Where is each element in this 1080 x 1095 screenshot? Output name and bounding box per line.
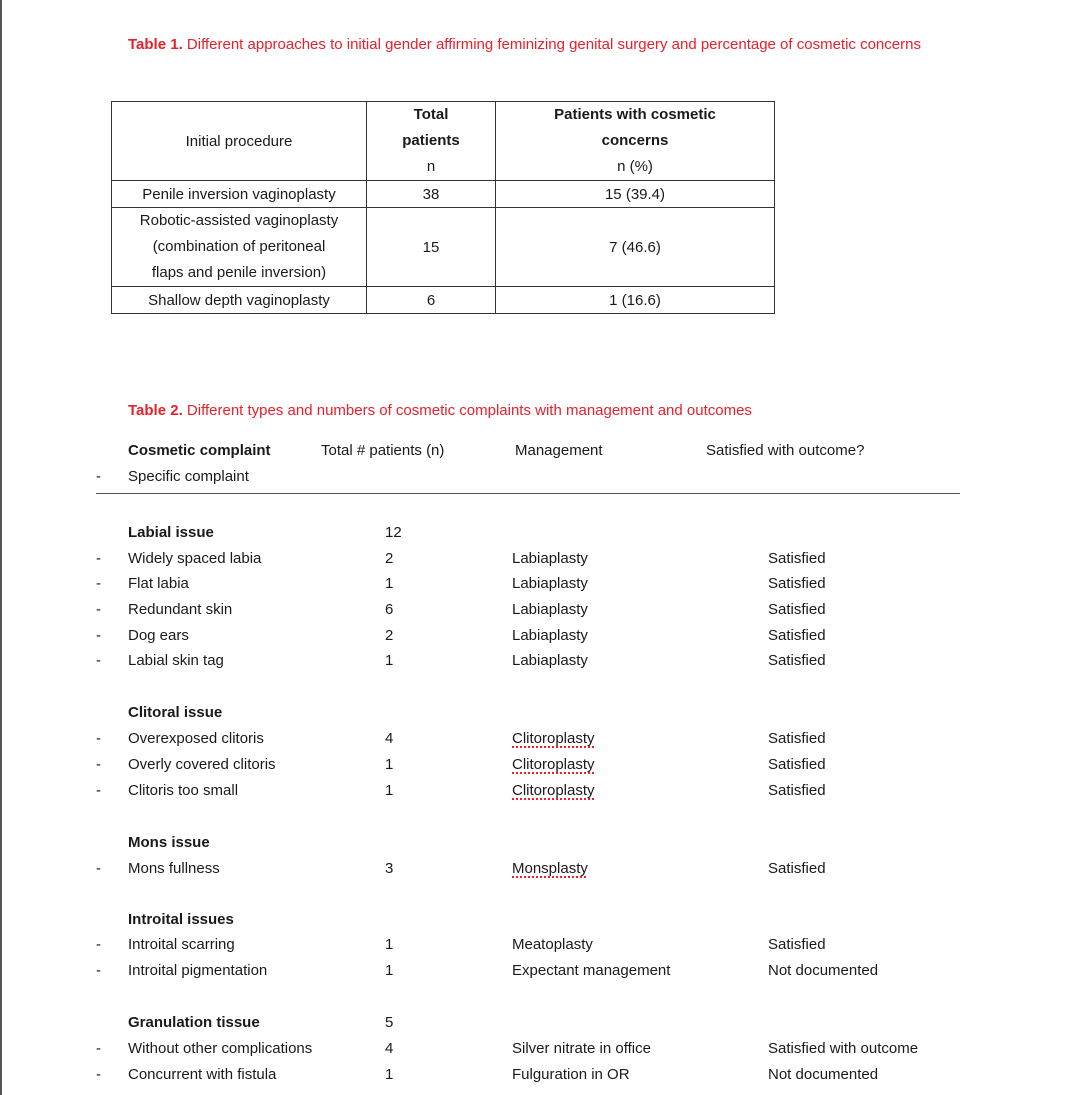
table-row [0,546,1080,572]
group-title-row [0,700,1080,726]
table-row [0,597,1080,623]
table-row [0,1062,1080,1088]
table-row [0,958,1080,984]
patient-count: 4 [385,730,394,747]
patient-count: 1 [385,575,394,592]
management: Silver nitrate in office [512,1040,651,1057]
table1 [111,101,775,314]
management: Clitoroplasty [512,782,595,799]
group-title: Granulation tissue [128,1014,260,1031]
table-row [0,623,1080,649]
outcome: Satisfied [768,601,826,618]
group-count: 12 [385,524,402,541]
complaint: Overexposed clitoris [128,730,264,747]
header-total-line2: patients [402,132,460,149]
table2-header-specific: Specific complaint [128,468,249,485]
dash: - [96,575,101,592]
table1-cell-procedure [112,208,367,287]
complaint: Concurrent with fistula [128,1066,277,1083]
table-row [0,648,1080,674]
group-title: Introital issues [128,911,234,928]
management: Clitoroplasty [512,730,595,747]
outcome: Satisfied [768,627,826,644]
patient-count: 3 [385,860,394,877]
patient-count: 1 [385,962,394,979]
dash: - [96,962,101,979]
patient-count: 2 [385,550,394,567]
procedure-line1: Robotic-assisted vaginoplasty [139,212,339,229]
patient-count: 1 [385,756,394,773]
table1-caption-text: Different approaches to initial gender affirming feminizing genital surgery and percentage of cosmetic concerns [186,36,921,53]
dash: - [96,550,101,567]
group-title: Clitoral issue [128,704,223,721]
table-row [0,571,1080,597]
group-title: Mons issue [128,834,210,851]
patient-count: 1 [385,1066,394,1083]
management: Labiaplasty [512,575,588,592]
header-total-line3: n [426,158,436,175]
table2-header-management: Management [515,442,603,459]
dash: - [96,1040,101,1057]
table1-header-total [367,102,496,181]
complaint: Introital pigmentation [128,962,268,979]
management: Labiaplasty [512,601,588,618]
outcome: Not documented [768,1066,879,1083]
header-total-line1: Total [413,106,449,123]
table1-header-procedure: Initial procedure [112,102,367,181]
table2-header-complaint: Cosmetic complaint [128,442,271,459]
management: Monsplasty [512,860,588,877]
patient-count: 1 [385,782,394,799]
management: Fulguration in OR [512,1066,630,1083]
patient-count: 1 [385,936,394,953]
procedure-line3: flaps and penile inversion) [151,264,327,281]
table1-row [112,208,775,287]
complaint: Labial skin tag [128,652,224,669]
complaint: Widely spaced labia [128,550,262,567]
outcome: Satisfied [768,550,826,567]
outcome: Satisfied [768,860,826,877]
outcome: Satisfied [768,936,826,953]
procedure-line2: (combination of peritoneal [152,238,326,255]
patient-count: 1 [385,652,394,669]
dash: - [96,652,101,669]
patient-count: 2 [385,627,394,644]
table1-cell-concerns: 15 (39.4) [496,181,775,208]
dash: - [96,782,101,799]
table-row [0,856,1080,882]
management: Expectant management [512,962,671,979]
outcome: Satisfied [768,730,826,747]
table2-header-row [0,438,1080,464]
group-title: Labial issue [128,524,214,541]
table1-cell-total: 6 [367,287,496,314]
table-row [0,932,1080,958]
table2-subheader-row [0,464,1080,490]
table1-cell-procedure: Penile inversion vaginoplasty [112,181,367,208]
table1-row [112,287,775,314]
table2-caption [128,398,938,424]
table1-cell-total: 15 [367,208,496,287]
header-concerns-line3: n (%) [617,158,653,175]
group-title-row [0,830,1080,856]
outcome: Satisfied [768,652,826,669]
table2-caption-text: Different types and numbers of cosmetic complaints with management and outcomes [186,402,752,419]
dash: - [96,756,101,773]
complaint: Flat labia [128,575,189,592]
group-count: 5 [385,1014,394,1031]
header-concerns-line2: concerns [601,132,669,149]
table2-caption-label: Table 2. [128,402,183,419]
dash: - [96,627,101,644]
management: Clitoroplasty [512,756,595,773]
complaint: Without other complications [128,1040,313,1057]
management: Meatoplasty [512,936,593,953]
table1-cell-total: 38 [367,181,496,208]
complaint: Dog ears [128,627,189,644]
outcome: Satisfied [768,782,826,799]
group-title-row [0,520,1080,546]
table2-header-total: Total # patients (n) [321,442,445,459]
dash: - [96,730,101,747]
management: Labiaplasty [512,652,588,669]
complaint: Introital scarring [128,936,235,953]
table1-cell-concerns: 1 (16.6) [496,287,775,314]
dash: - [96,468,101,485]
table-row [0,726,1080,752]
table-row [0,778,1080,804]
table-row [0,1036,1080,1062]
complaint: Overly covered clitoris [128,756,276,773]
header-concerns-line1: Patients with cosmetic [554,106,716,123]
complaint: Clitoris too small [128,782,239,799]
group-title-row [0,907,1080,933]
outcome: Satisfied with outcome [768,1040,919,1057]
table1-cell-procedure: Shallow depth vaginoplasty [112,287,367,314]
patient-count: 4 [385,1040,394,1057]
table1-row [112,181,775,208]
outcome: Satisfied [768,756,826,773]
management: Labiaplasty [512,550,588,567]
management: Labiaplasty [512,627,588,644]
table-row [0,752,1080,778]
group-title-row [0,1010,1080,1036]
dash: - [96,1066,101,1083]
table1-cell-concerns: 7 (46.6) [496,208,775,287]
outcome: Not documented [768,962,879,979]
dash: - [96,601,101,618]
complaint: Redundant skin [128,601,233,618]
dash: - [96,860,101,877]
table2-header-satisfied: Satisfied with outcome? [706,442,865,459]
dash: - [96,936,101,953]
complaint: Mons fullness [128,860,220,877]
patient-count: 6 [385,601,394,618]
table1-header-row [112,102,775,181]
table1-caption [128,32,938,58]
header-divider [96,493,960,494]
table1-caption-label: Table 1. [128,36,183,53]
table1-header-concerns [496,102,775,181]
outcome: Satisfied [768,575,826,592]
